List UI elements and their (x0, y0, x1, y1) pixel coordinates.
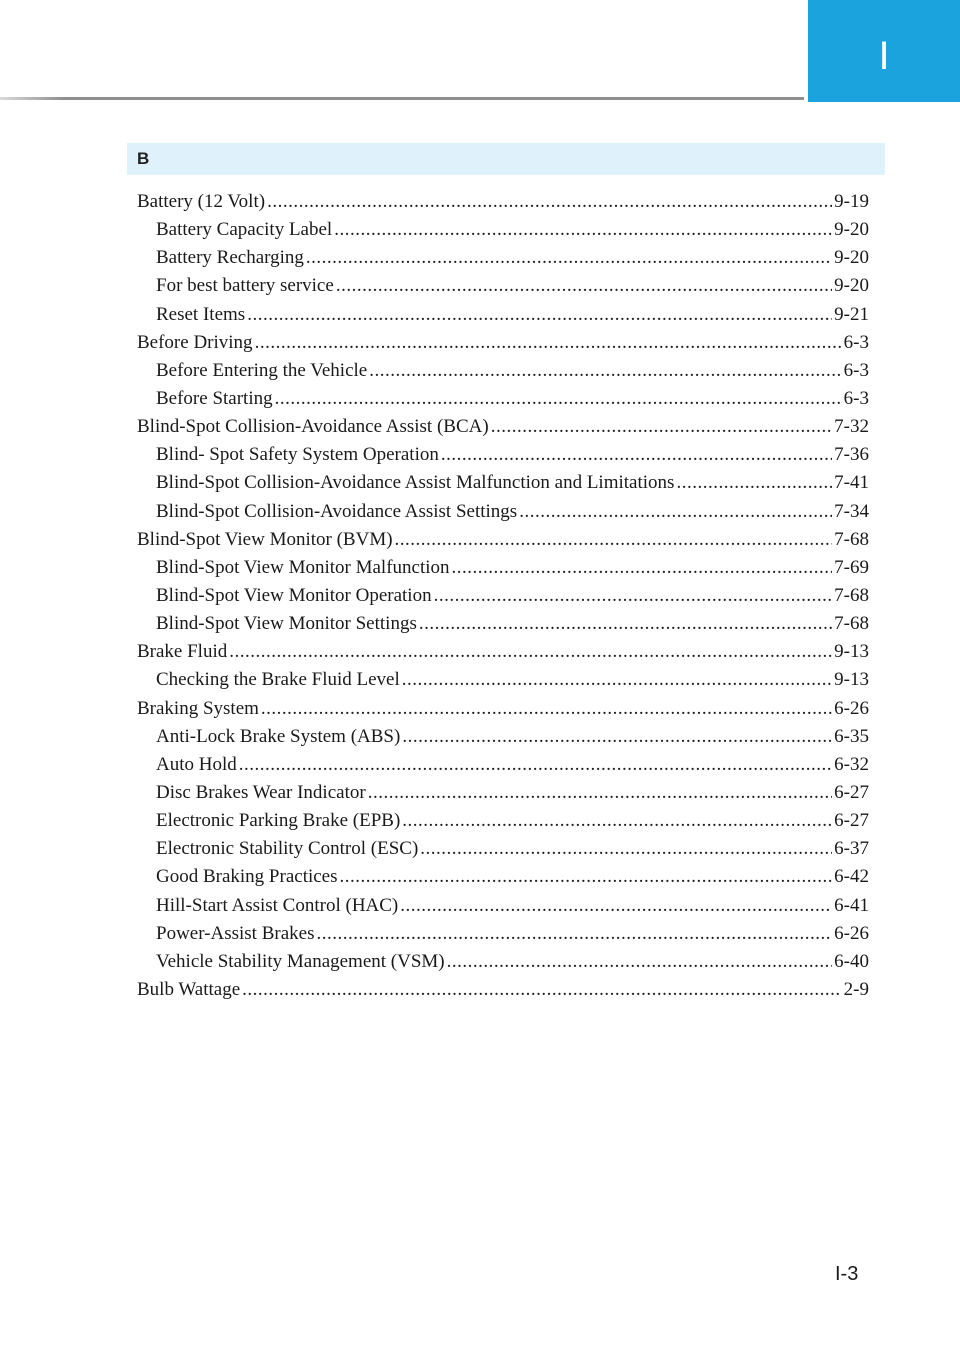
entry-page: 9-21 (834, 303, 869, 325)
index-subentry (137, 779, 869, 807)
entry-page: 9-20 (834, 219, 869, 241)
dot-leader (420, 835, 832, 863)
index-subentry (137, 272, 869, 300)
entry-label: Reset Items (156, 303, 246, 325)
entry-page: 7-41 (834, 472, 869, 494)
dot-leader (306, 244, 832, 272)
dot-leader (419, 610, 832, 638)
index-subentry (137, 948, 869, 976)
index-subentry (137, 920, 869, 948)
index-subentry (137, 835, 869, 863)
dot-leader (491, 413, 832, 441)
entry-label: Blind- Spot Safety System Operation (156, 444, 439, 466)
entry-page: 6-3 (843, 359, 869, 381)
index-subentry (137, 469, 869, 497)
entry-page: 6-27 (834, 781, 869, 803)
index-subentry (137, 892, 869, 920)
index-subentry (137, 357, 869, 385)
entry-page: 9-20 (834, 247, 869, 269)
entry-page: 6-37 (834, 838, 869, 860)
index-list (137, 188, 869, 1004)
entry-label: Before Driving (137, 331, 253, 353)
dot-leader (368, 779, 832, 807)
dot-leader (340, 863, 833, 891)
dot-leader (242, 976, 842, 1004)
entry-page: 9-20 (834, 275, 869, 297)
index-subentry (137, 723, 869, 751)
index-subentry (137, 807, 869, 835)
section-header (127, 143, 885, 175)
entry-label: Blind-Spot View Monitor Settings (156, 613, 417, 635)
entry-label: Anti-Lock Brake System (ABS) (156, 725, 401, 747)
dot-leader (229, 638, 832, 666)
entry-label: Brake Fluid (137, 641, 228, 663)
index-entry (137, 329, 869, 357)
entry-label: Blind-Spot View Monitor Malfunction (156, 556, 450, 578)
index-subentry (137, 498, 869, 526)
dot-leader (267, 188, 832, 216)
dot-leader (336, 272, 832, 300)
entry-page: 9-13 (834, 669, 869, 691)
entry-page: 6-41 (834, 894, 869, 916)
section-letter: B (137, 149, 150, 168)
index-subentry (137, 751, 869, 779)
index-subentry (137, 301, 869, 329)
index-entry (137, 413, 869, 441)
entry-page: 7-68 (834, 584, 869, 606)
index-subentry (137, 244, 869, 272)
entry-page: 6-26 (834, 697, 869, 719)
dot-leader (247, 301, 832, 329)
dot-leader (402, 666, 832, 694)
index-subentry (137, 582, 869, 610)
entry-page: 7-34 (834, 500, 869, 522)
page-number: I-3 (835, 1263, 859, 1285)
dot-leader (369, 357, 841, 385)
entry-label: Before Starting (156, 387, 273, 409)
dot-leader (255, 329, 842, 357)
dot-leader (402, 723, 832, 751)
entry-page: 9-13 (834, 641, 869, 663)
entry-page: 6-42 (834, 866, 869, 888)
index-subentry (137, 385, 869, 413)
entry-page: 6-32 (834, 753, 869, 775)
entry-page: 9-19 (834, 191, 869, 212)
index-entry (137, 695, 869, 723)
entry-label: Electronic Parking Brake (EPB) (156, 810, 401, 832)
dot-leader (239, 751, 832, 779)
dot-leader (434, 582, 833, 610)
entry-page: 6-3 (843, 331, 869, 353)
entry-label: Good Braking Practices (156, 866, 338, 888)
index-entry (137, 526, 869, 554)
index-entry (137, 976, 869, 1004)
index-subentry (137, 216, 869, 244)
entry-page: 7-32 (834, 416, 869, 438)
entry-label: Blind-Spot View Monitor Operation (156, 584, 432, 606)
dot-leader (441, 441, 832, 469)
entry-label: Battery Recharging (156, 247, 304, 269)
header-rule (0, 97, 804, 100)
entry-label: Blind-Spot Collision-Avoidance Assist (BCA) (137, 416, 489, 438)
entry-label: Hill-Start Assist Control (HAC) (156, 894, 399, 916)
entry-label: Electronic Stability Control (ESC) (156, 838, 419, 860)
index-entry (137, 638, 869, 666)
entry-label: Battery (12 Volt) (137, 191, 266, 212)
index-subentry (137, 554, 869, 582)
entry-label: Disc Brakes Wear Indicator (156, 781, 366, 803)
dot-leader (447, 948, 833, 976)
entry-page: 6-40 (834, 950, 869, 972)
entry-label: Blind-Spot Collision-Avoidance Assist Malfunction and Limitations (156, 472, 675, 494)
entry-label: Before Entering the Vehicle (156, 359, 368, 381)
entry-page: 7-69 (834, 556, 869, 578)
dot-leader (452, 554, 833, 582)
chapter-tab (808, 0, 960, 102)
entry-page: 2-9 (843, 978, 869, 1000)
index-entry (137, 188, 869, 216)
dot-leader (676, 469, 832, 497)
entry-label: Auto Hold (156, 753, 237, 775)
entry-label: Battery Capacity Label (156, 219, 333, 241)
entry-label: Blind-Spot Collision-Avoidance Assist Settings (156, 500, 518, 522)
dot-leader (275, 385, 842, 413)
dot-leader (402, 807, 832, 835)
entry-page: 7-68 (834, 528, 869, 550)
entry-label: Bulb Wattage (137, 978, 241, 1000)
entry-page: 6-3 (843, 387, 869, 409)
entry-label: Braking System (137, 697, 259, 719)
dot-leader (316, 920, 832, 948)
dot-leader (519, 498, 832, 526)
dot-leader (334, 216, 832, 244)
entry-page: 6-35 (834, 725, 869, 747)
index-subentry (137, 863, 869, 891)
entry-label: For best battery service (156, 275, 334, 297)
entry-page: 7-68 (834, 613, 869, 635)
entry-page: 7-36 (834, 444, 869, 466)
dot-leader (261, 695, 832, 723)
entry-label: Checking the Brake Fluid Level (156, 669, 400, 691)
index-subentry (137, 610, 869, 638)
entry-page: 6-27 (834, 810, 869, 832)
entry-label: Vehicle Stability Management (VSM) (156, 950, 445, 972)
index-subentry (137, 441, 869, 469)
entry-label: Power-Assist Brakes (156, 922, 315, 944)
dot-leader (395, 526, 833, 554)
index-subentry (137, 666, 869, 694)
entry-page: 6-26 (834, 922, 869, 944)
dot-leader (400, 892, 832, 920)
chapter-letter: I (878, 34, 890, 78)
entry-label: Blind-Spot View Monitor (BVM) (137, 528, 393, 550)
